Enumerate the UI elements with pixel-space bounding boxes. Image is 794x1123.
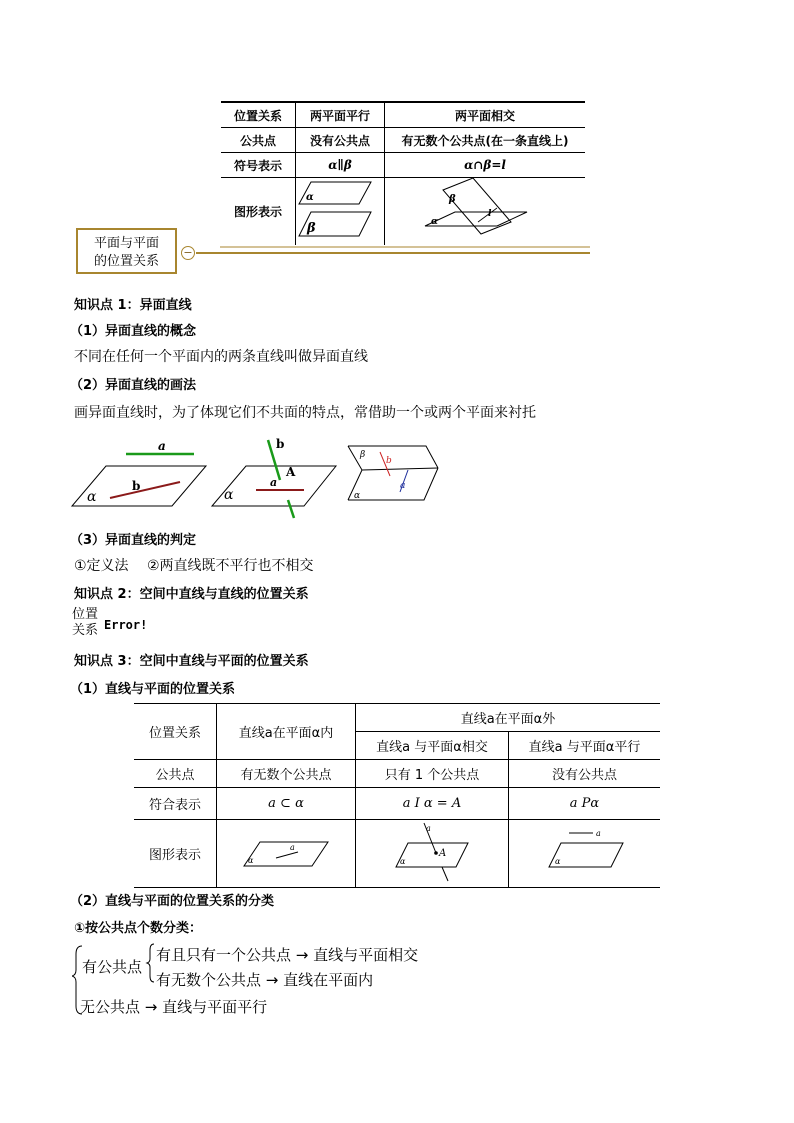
alpha-label: α — [354, 491, 361, 501]
line-plane-relation-table — [134, 703, 660, 888]
collapse-toggle-icon[interactable]: − — [181, 246, 195, 260]
error-text: Error! — [104, 618, 148, 632]
paragraph-text: ①定义法 ②两直线既不平行也不相交 — [74, 558, 314, 574]
table-row — [221, 178, 585, 246]
table-row — [221, 102, 585, 128]
mindmap-connector — [176, 244, 592, 260]
alpha-label: α — [306, 192, 314, 203]
subsection-title: （1）异面直线的概念 — [70, 324, 197, 339]
line-a-label: a — [270, 476, 278, 489]
point-A-label: A — [439, 847, 447, 859]
label-line: 位置 — [72, 607, 99, 622]
table-cell: 没有公共点 — [509, 760, 661, 788]
position-label — [72, 607, 98, 639]
line-parallel-plane-figure — [509, 820, 661, 888]
table-row — [134, 820, 660, 888]
line-b-label: b — [276, 437, 285, 451]
subsection-title: （2）直线与平面的位置关系的分类 — [70, 894, 275, 909]
line-in-plane-diagram — [236, 832, 336, 872]
table-cell: 图形表示 — [234, 205, 283, 219]
table-header: 两平面平行 — [296, 102, 385, 128]
table-row — [134, 788, 660, 820]
line-b-label: b — [132, 479, 141, 493]
section-title: 知识点 3：空间中直线与平面的位置关系 — [74, 654, 309, 669]
intersecting-planes-diagram — [385, 178, 585, 242]
skew-lines-figure-2 — [210, 434, 340, 520]
subsection-title: （1）直线与平面的位置关系 — [70, 682, 236, 697]
subsection-title: （2）异面直线的画法 — [70, 378, 197, 393]
line-a-label: a — [595, 828, 601, 838]
beta-label: β — [449, 194, 456, 205]
table-header: 直线a 与平面α相交 — [356, 732, 509, 760]
table-row — [134, 760, 660, 788]
alpha-label: α — [400, 856, 406, 866]
line-a-label: a — [400, 481, 406, 491]
table-cell: 公共点 — [134, 760, 217, 788]
table-cell: 符号表示 — [221, 153, 296, 178]
skew-lines-figure-1 — [70, 432, 210, 510]
alpha-label: α — [224, 487, 234, 503]
beta-label: β — [307, 221, 316, 236]
line-a-label: a — [290, 842, 295, 852]
line-a-label: a — [426, 823, 431, 833]
table-header: 位置关系 — [134, 704, 217, 760]
beta-label: β — [360, 450, 366, 460]
alpha-label: α — [248, 855, 254, 865]
classification-item: 有无数个公共点 → 直线在平面内 — [156, 971, 374, 989]
paragraph-text: 画异面直线时，为了体现它们不共面的特点，常借助一个或两个平面来衬托 — [74, 405, 536, 421]
classification-item: 无公共点 → 直线与平面平行 — [80, 998, 268, 1016]
table-cell: a ⊂ α — [217, 788, 356, 820]
table-cell: α∩β=l — [385, 153, 586, 178]
table-cell: a I α = A — [356, 788, 509, 820]
line-b-label: b — [386, 456, 392, 466]
table-cell: 有无数个公共点(在一条直线上) — [385, 128, 586, 153]
table-row — [134, 704, 660, 732]
table-header: 直线a在平面α内 — [217, 704, 356, 760]
table-cell: a Pα — [509, 788, 661, 820]
table-cell: 符合表示 — [134, 788, 217, 820]
alpha-label: α — [87, 489, 97, 505]
table-cell: 图形表示 — [134, 820, 217, 888]
definition-text: 不同在任何一个平面内的两条直线叫做异面直线 — [74, 349, 368, 365]
node-line: 的位置关系 — [93, 254, 159, 269]
label-line: 关系 — [72, 623, 99, 638]
parallel-planes-figure — [296, 178, 385, 246]
alpha-label: α — [554, 856, 560, 866]
has-common-point-label: 有公共点 — [82, 958, 143, 976]
line-in-plane-figure — [217, 820, 356, 888]
line-crosses-plane-figure — [356, 820, 509, 888]
table-header: 两平面相交 — [385, 102, 586, 128]
table-cell: α∥β — [296, 153, 385, 178]
node-line: 平面与平面 — [93, 236, 159, 251]
table-cell: 没有公共点 — [296, 128, 385, 153]
table-header: 直线a 与平面α平行 — [509, 732, 661, 760]
line-parallel-plane-diagram — [545, 827, 625, 877]
mindmap-node[interactable] — [76, 228, 177, 274]
table-row — [221, 153, 585, 178]
table-row — [221, 128, 585, 153]
alpha-label: α — [431, 217, 438, 227]
plane-position-table — [221, 101, 585, 245]
table-header: 位置关系 — [221, 102, 296, 128]
classification-title: ①按公共点个数分类： — [74, 921, 203, 936]
line-crosses-plane-diagram — [392, 821, 472, 883]
parallel-planes-diagram — [297, 178, 383, 242]
skew-lines-figure-3 — [344, 442, 444, 504]
section-title: 知识点 1：异面直线 — [74, 298, 192, 313]
table-cell: 公共点 — [221, 128, 296, 153]
table-header: 直线a在平面α外 — [356, 704, 661, 732]
table-cell: 有无数个公共点 — [217, 760, 356, 788]
point-A-label: A — [286, 465, 296, 479]
intersecting-planes-figure — [385, 178, 586, 246]
classification-item: 有且只有一个公共点 → 直线与平面相交 — [156, 946, 419, 964]
section-title: 知识点 2：空间中直线与直线的位置关系 — [74, 587, 309, 602]
subsection-title: （3）异面直线的判定 — [70, 533, 197, 548]
line-a-label: a — [158, 439, 166, 453]
table-cell: 只有 1 个公共点 — [356, 760, 509, 788]
l-label: l — [488, 209, 492, 219]
